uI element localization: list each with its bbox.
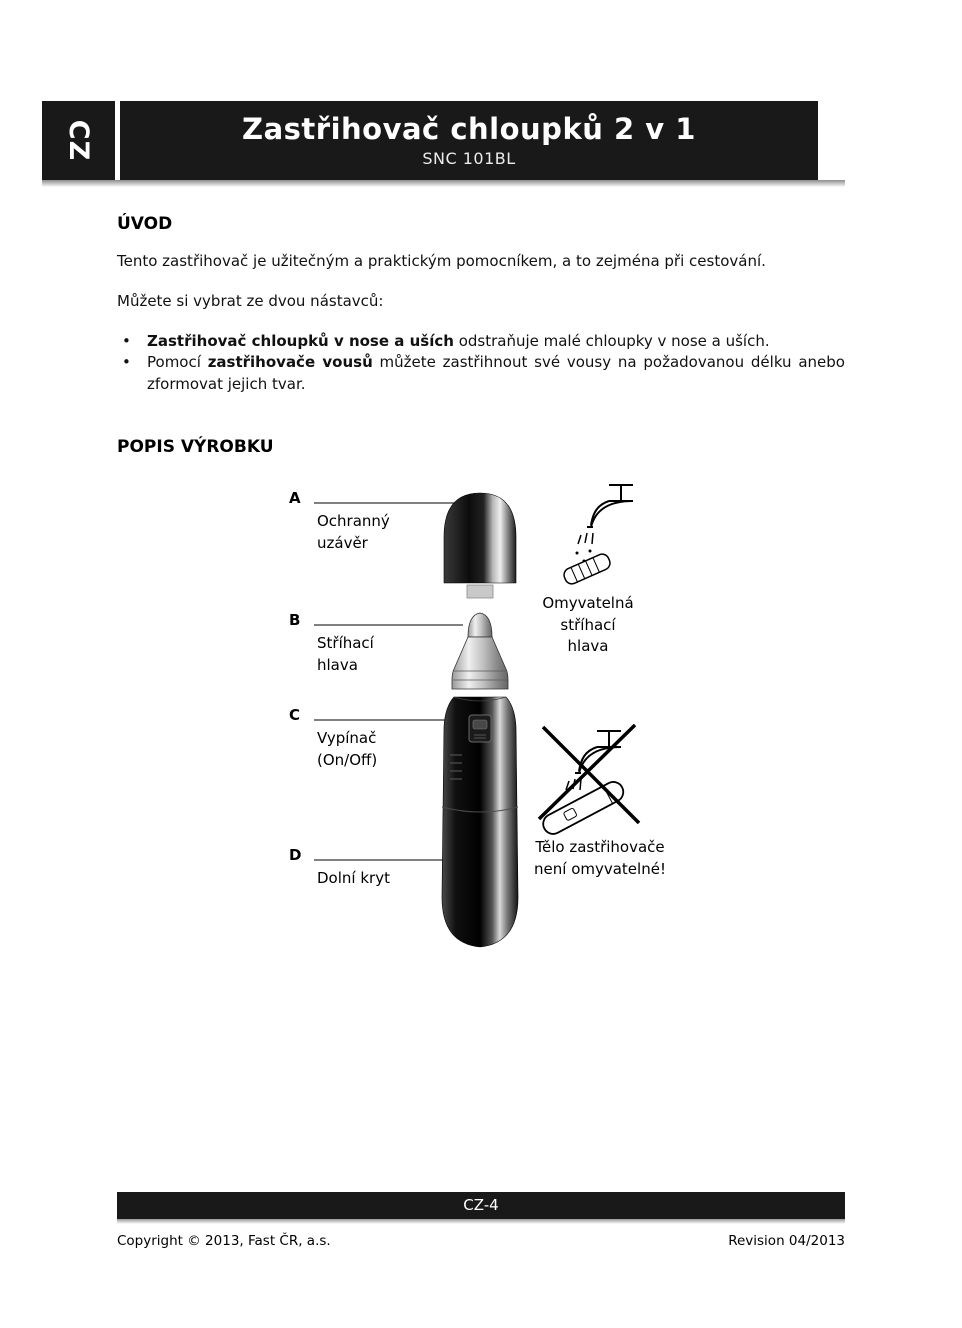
washable-note: Omyvatelná stříhací hlava xyxy=(542,593,634,656)
intro-paragraph-1: Tento zastřihovač je užitečným a praktickým pomocníkem, a to zejména při cestování. xyxy=(117,252,766,270)
page-number-bar xyxy=(117,1192,845,1219)
header-divider xyxy=(42,180,845,187)
list-item-text xyxy=(147,352,845,395)
list-item xyxy=(117,352,845,395)
copyright-text: Copyright © 2013, Fast ČR, a.s. xyxy=(117,1233,331,1249)
list-item-post: odstraňuje malé chloupky v nose a uších. xyxy=(453,332,770,350)
bullet-dot: • xyxy=(122,353,131,372)
list-item-post: můžete zastřihnout své vousy na požadovanou délku anebo zformovat jejich tvar. xyxy=(147,353,845,393)
part-letter-d: D xyxy=(289,845,302,864)
part-letter-b: B xyxy=(289,610,301,629)
model-number: SNC 101BL xyxy=(422,149,516,168)
bullet-dot: • xyxy=(122,332,131,350)
part-label-d: Dolní kryt xyxy=(317,868,390,887)
footer xyxy=(117,1233,845,1249)
trimmer-illustration xyxy=(117,475,845,965)
header xyxy=(120,101,818,180)
language-tab xyxy=(42,101,115,180)
intro-heading: ÚVOD xyxy=(117,214,173,234)
page-number: CZ-4 xyxy=(463,1196,499,1214)
part-label-c: Vypínač (On/Off) xyxy=(317,728,378,769)
language-tab-label: CZ xyxy=(63,119,94,162)
attachment-list xyxy=(117,331,845,395)
not-washable-note: Tělo zastřihovače není omyvatelné! xyxy=(534,837,666,878)
product-diagram xyxy=(117,475,845,965)
list-item-pre: Pomocí xyxy=(147,353,208,372)
footer-divider xyxy=(117,1219,845,1224)
no-washing-icon xyxy=(539,725,639,837)
content xyxy=(117,214,845,965)
intro-paragraph-2: Můžete si vybrat ze dvou nástavců: xyxy=(117,291,384,310)
list-item-bold: Zastřihovač chloupků v nose a uších xyxy=(147,332,454,350)
list-item xyxy=(117,331,845,352)
part-label-a: Ochranný uzávěr xyxy=(317,511,390,552)
list-item-text xyxy=(147,331,845,352)
list-item-bold: zastřihovače vousů xyxy=(207,353,373,372)
description-heading: POPIS VÝROBKU xyxy=(117,436,274,457)
page-title: Zastřihovač chloupků 2 v 1 xyxy=(242,112,696,146)
part-letter-c: C xyxy=(289,705,301,724)
part-letter-a: A xyxy=(289,488,301,507)
revision-text: Revision 04/2013 xyxy=(728,1233,845,1249)
faucet-icon xyxy=(562,485,633,586)
part-label-b: Stříhací hlava xyxy=(317,633,374,674)
